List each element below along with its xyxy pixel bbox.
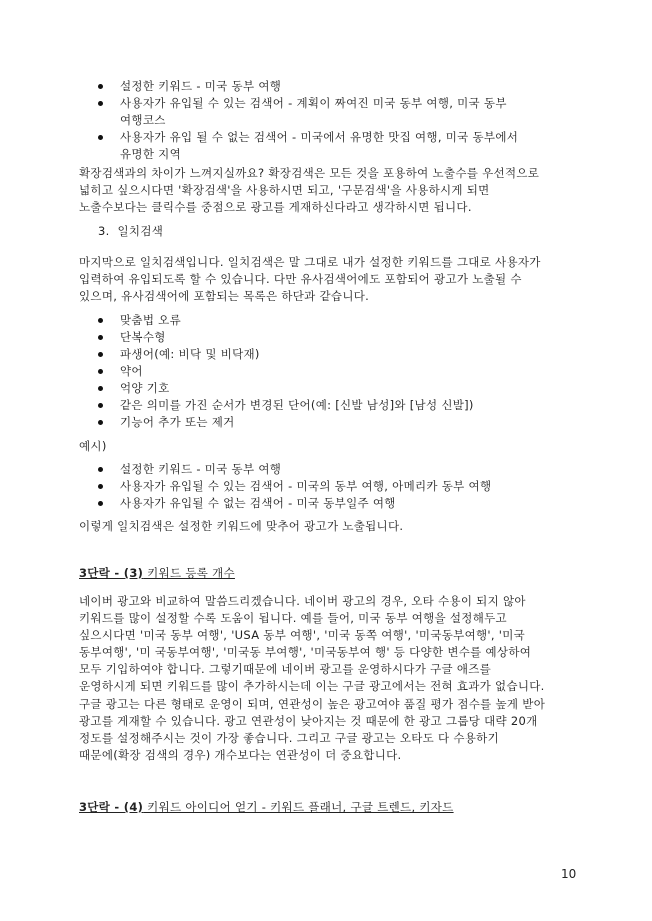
- paragraph-google-ads: [79, 696, 599, 764]
- list-item-text: 억양 기호: [120, 381, 170, 395]
- text-line: 이렇게 일치검색은 설정한 키워드에 맞추어 광고가 노출됩니다.: [79, 519, 404, 533]
- text-line: 키워드를 많이 설정할 수록 도움이 됩니다. 예를 들어, 미국 동부 여행을 설정해두고: [79, 611, 507, 625]
- paragraph-phrase-vs-broad: [79, 165, 599, 216]
- heading-keyword-ideas: [79, 799, 599, 816]
- heading-prefix: 3단락 - (3): [79, 566, 144, 580]
- list-item-text: 파생어(예: 비닥 및 비닥재): [120, 347, 260, 361]
- heading-text: 키워드 아이디어 얻기 - 키워드 플래너, 구글 트렌드, 키자드: [143, 800, 454, 814]
- bullet-icon: [98, 386, 103, 391]
- list-item: [79, 95, 599, 129]
- list-item-text: 설정한 키워드 - 미국 동부 여행: [120, 79, 282, 93]
- heading-text: 키워드 등록 개수: [143, 566, 235, 580]
- list-item-text: 설정한 키워드 - 미국 동부 여행: [120, 462, 282, 476]
- text-line: 예시): [79, 439, 107, 453]
- list-item-text: 사용자가 유입될 수 없는 검색어 - 미국 동부일주 여행: [120, 496, 396, 510]
- bullet-icon: [98, 403, 103, 408]
- list-item: [79, 363, 599, 380]
- list-item: [79, 329, 599, 346]
- text-line: 광고를 게재할 수 있습니다. 광고 연관성이 낮아지는 것 때문에 한 광고 그룹당 대략 20개: [79, 714, 538, 728]
- bullet-icon: [98, 484, 103, 489]
- list-item: [79, 478, 599, 495]
- example-label: [79, 438, 599, 455]
- list-item: [79, 346, 599, 363]
- list-item: [79, 380, 599, 397]
- bullet-icon: [98, 467, 103, 472]
- list-item-text: 사용자가 유입 될 수 없는 검색어 - 미국에서 유명한 맛집 여행, 미국 동부에서: [120, 130, 519, 144]
- text-line: 확장검색과의 차이가 느껴지실까요? 확장검색은 모든 것을 포용하여 노출수를 우선적으로: [79, 166, 540, 180]
- text-line: 동부여행', '미 국동부여행', '미국동 부여행', '미국동부여 행' 등 다양한 변수를 예상하여: [79, 645, 532, 659]
- bullet-icon: [98, 501, 103, 506]
- text-line: 넓히고 싶으시다면 '확장검색'을 사용하시면 되고, '구문검색'을 사용하시게 되면: [79, 183, 490, 197]
- list-item-text: 여행코스: [120, 113, 166, 127]
- bullet-icon: [98, 335, 103, 340]
- list-item: [79, 461, 599, 478]
- bullet-icon: [98, 318, 103, 323]
- list-item-text: 맞춤법 오류: [120, 313, 181, 327]
- section-number: 3.: [98, 224, 110, 238]
- list-item: [79, 397, 599, 414]
- paragraph-exact-match-summary: [79, 518, 599, 535]
- page-number: 10: [561, 867, 577, 881]
- text-line: 노출수보다는 클릭수를 중점으로 광고를 게재하신다라고 생각하시면 됩니다.: [79, 200, 472, 214]
- list-item-text: 사용자가 유입될 수 있는 검색어 - 계획이 짜여진 미국 동부 여행, 미국 동부: [120, 96, 507, 110]
- bullet-icon: [98, 84, 103, 89]
- list-item-text: 기능어 추가 또는 제거: [120, 415, 235, 429]
- list-item-text: 같은 의미를 가진 순서가 변경된 단어(예: [신발 남성]와 [남성 신발]): [120, 398, 474, 412]
- section-heading-exact-match: [98, 223, 618, 240]
- list-close-variants: [79, 312, 599, 431]
- text-line: 있으며, 유사검색어에 포함되는 목록은 하단과 같습니다.: [79, 289, 370, 303]
- list-item-text: 유명한 지역: [120, 147, 181, 161]
- text-line: 입력하여 유입되도록 할 수 있습니다. 다만 유사검색어에도 포함되어 광고가 노출될 수: [79, 272, 522, 286]
- paragraph-naver-comparison: [79, 593, 599, 695]
- text-line: 싶으시다면 '미국 동부 여행', 'USA 동부 여행', '미국 동쪽 여행', '미국동부여행', '미국: [79, 628, 526, 642]
- text-line: 구글 광고는 다른 형태로 운영이 되며, 연관성이 높은 광고여야 품질 평가 점수를 높게 받아: [79, 697, 546, 711]
- text-line: 네이버 광고와 비교하여 말씀드리겠습니다. 네이버 광고의 경우, 오타 수용이 되지 않아: [79, 594, 526, 608]
- text-line: 마지막으로 일치검색입니다. 일치검색은 말 그대로 내가 설정한 키워드를 그대로 사용자가: [79, 255, 541, 269]
- list-item-text: 약어: [120, 364, 143, 378]
- bullet-icon: [98, 369, 103, 374]
- heading-keyword-count: [79, 565, 599, 582]
- text-line: 때문에(확장 검색의 경우) 개수보다는 연관성이 더 중요합니다.: [79, 748, 402, 762]
- section-title: 일치검색: [117, 224, 164, 238]
- list-item: [79, 495, 599, 512]
- paragraph-exact-match: [79, 254, 599, 305]
- heading-prefix: 3단락 - (4): [79, 800, 144, 814]
- bullet-icon: [98, 352, 103, 357]
- text-line: 운영하시게 되면 키워드를 많이 추가하시는데 이는 구글 광고에서는 전혀 효과가 없습니다.: [79, 679, 545, 693]
- list-item: [79, 414, 599, 431]
- list-item-text: 사용자가 유입될 수 있는 검색어 - 미국의 동부 여행, 아메리카 동부 여행: [120, 479, 492, 493]
- text-line: 모두 기입하여야 합니다. 그렇기때문에 네이버 광고를 운영하시다가 구글 애즈를: [79, 662, 492, 676]
- bullet-icon: [98, 420, 103, 425]
- list-keyword-examples-2: [79, 461, 599, 512]
- list-item-text: 단복수형: [120, 330, 166, 344]
- text-line: 정도를 설정해주시는 것이 가장 좋습니다. 그리고 구글 광고는 오타도 다 수용하기: [79, 731, 500, 745]
- bullet-icon: [98, 135, 103, 140]
- list-item: [79, 129, 599, 163]
- list-item: [79, 78, 599, 95]
- bullet-icon: [98, 101, 103, 106]
- list-item: [79, 312, 599, 329]
- list-keyword-examples-1: [79, 78, 599, 163]
